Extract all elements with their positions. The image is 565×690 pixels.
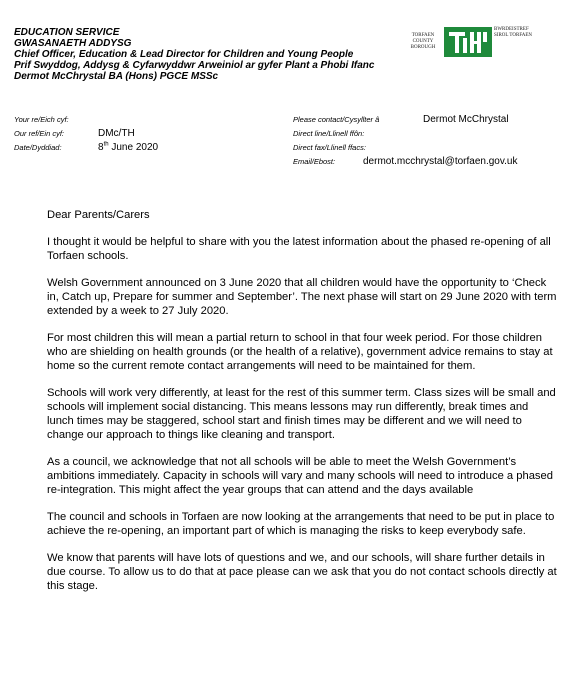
torfaen-emblem-icon: [444, 27, 492, 57]
our-ref-label: Our ref/Ein cyf:: [14, 129, 65, 138]
paragraph-5: As a council, we acknowledge that not all schools will be able to meet the Welsh Government’s ambitions immediately. Capacity in schools will vary and many schools will need to introduce a phased re-integration. This might affect the year groups that can attend and the days available: [47, 456, 553, 496]
email-value: dermot.mcchrystal@torfaen.gov.uk: [363, 156, 518, 167]
officer-title-welsh: Prif Swyddog, Addysg & Cyfarwyddwr Arweiniol ar gyfer Plant a Phobi Ifanc: [14, 60, 375, 71]
paragraph-2: Welsh Government announced on 3 June 2020 that all children would have the opportunity to ‘Check in, Catch up, Prepare for summer and September’. The next phase will start on 29 June 2020 with term extended by a week to 27 July 2020.: [47, 277, 557, 317]
service-name: EDUCATION SERVICE: [14, 27, 120, 38]
paragraph-6: The council and schools in Torfaen are now looking at the arrangements that need to be put in place to achieve the re-opening, an important part of which is managing the risks to keep everybody safe.: [47, 511, 555, 537]
our-ref-value: DMc/TH: [98, 128, 135, 139]
paragraph-7: We know that parents will have lots of questions and we, and our schools, will share further details in due course. To allow us to do that at pace please can we ask that you do not contact schools directly at this stage.: [47, 552, 557, 592]
contact-label: Please contact/Cysyllter â: [293, 115, 380, 124]
paragraph-1: I thought it would be helpful to share with you the latest information about the phased re-opening of all Torfaen schools.: [47, 236, 551, 262]
paragraph-4: Schools will work very differently, at least for the rest of this summer term. Class sizes will be small and schools will implement social distancing. This means lessons may run differently, break times and lunch times may be staggered, school start and finish times may be different and we will need to change our approach to things like cleaning and transport.: [47, 387, 556, 441]
logo-text-english: TORFAEN COUNTY BOROUGH: [410, 33, 436, 50]
contact-value: Dermot McChrystal: [423, 114, 509, 125]
direct-fax-label: Direct fax/Llinell ffacs:: [293, 143, 366, 152]
logo-text-welsh: BWRDEISTREF SIROL TORFAEN: [494, 27, 533, 38]
council-logo: [404, 27, 534, 61]
date-value: 8th June 2020: [98, 141, 159, 153]
date-label: Date/Dyddiad:: [14, 143, 62, 152]
direct-line-label: Direct line/Llinell ffôn:: [293, 129, 365, 138]
reference-block-left: [14, 113, 159, 155]
salutation: Dear Parents/Carers: [47, 209, 150, 221]
your-ref-label: Your re/Eich cyf:: [14, 115, 69, 124]
email-label: Email/Ebost:: [293, 157, 336, 166]
reference-block-right: [293, 113, 518, 169]
service-name-welsh: GWASANAETH ADDYSG: [14, 38, 132, 49]
officer-title: Chief Officer, Education & Lead Director for Children and Young People: [14, 49, 354, 60]
letter-body: [47, 208, 557, 606]
officer-name: Dermot McChrystal BA (Hons) PGCE MSSc: [14, 71, 219, 82]
letterhead: [14, 27, 404, 82]
paragraph-3: For most children this will mean a partial return to school in that four week period. For those children who are shielding on health grounds (or the health of a relative), government advice remains to stay at home so the current remote contact arrangements will need to be maintained for them.: [47, 332, 553, 372]
